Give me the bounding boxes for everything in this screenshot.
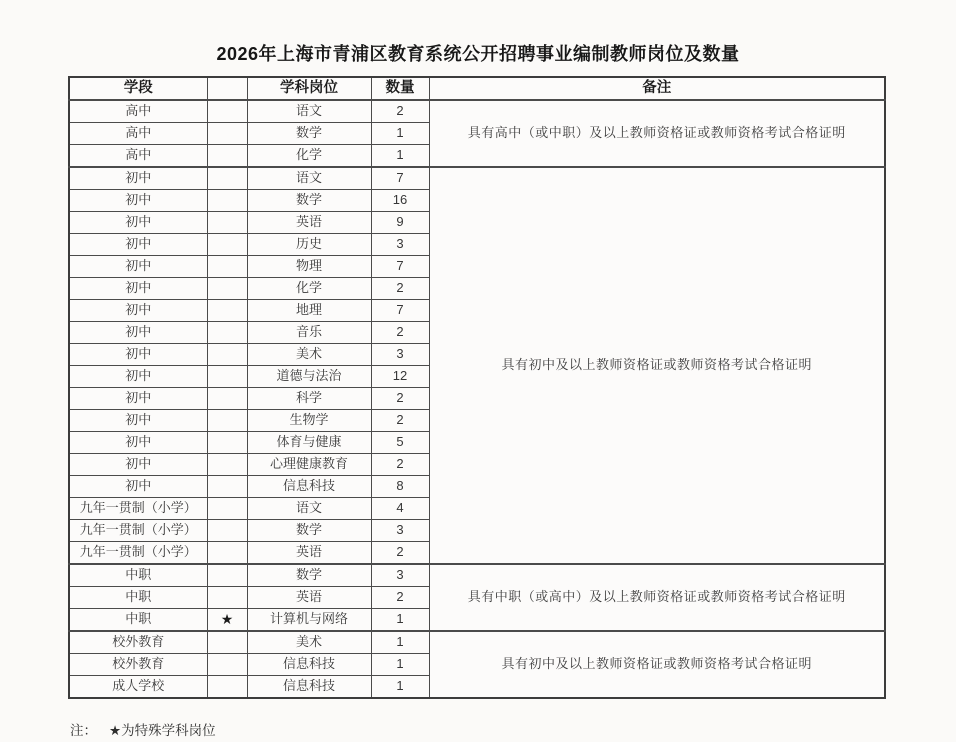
count-cell: 1 (371, 654, 429, 676)
stage-cell: 成人学校 (69, 676, 207, 699)
count-cell: 7 (371, 300, 429, 322)
header-stage: 学段 (69, 77, 207, 100)
star-cell (207, 212, 247, 234)
count-cell: 5 (371, 432, 429, 454)
header-count: 数量 (371, 77, 429, 100)
count-cell: 2 (371, 542, 429, 565)
star-cell (207, 410, 247, 432)
star-cell: ★ (207, 609, 247, 632)
stage-cell: 初中 (69, 212, 207, 234)
star-cell (207, 190, 247, 212)
stage-cell: 初中 (69, 432, 207, 454)
stage-cell: 初中 (69, 388, 207, 410)
stage-cell: 高中 (69, 123, 207, 145)
count-cell: 2 (371, 388, 429, 410)
subject-cell: 道德与法治 (247, 366, 371, 388)
subject-cell: 数学 (247, 123, 371, 145)
count-cell: 2 (371, 454, 429, 476)
remark-cell: 具有高中（或中职）及以上教师资格证或教师资格考试合格证明 (429, 100, 885, 167)
star-cell (207, 454, 247, 476)
subject-cell: 美术 (247, 631, 371, 654)
subject-cell: 化学 (247, 278, 371, 300)
stage-cell: 初中 (69, 454, 207, 476)
table-body (69, 100, 885, 698)
page-title: 2026年上海市青浦区教育系统公开招聘事业编制教师岗位及数量 (216, 44, 740, 64)
stage-cell: 校外教育 (69, 654, 207, 676)
subject-cell: 化学 (247, 145, 371, 168)
count-cell: 7 (371, 167, 429, 190)
star-cell (207, 167, 247, 190)
subject-cell: 英语 (247, 587, 371, 609)
subject-cell: 体育与健康 (247, 432, 371, 454)
stage-cell: 九年一贯制（小学） (69, 520, 207, 542)
table-row (69, 100, 885, 123)
count-cell: 4 (371, 498, 429, 520)
table-row (69, 564, 885, 587)
stage-cell: 初中 (69, 366, 207, 388)
stage-cell: 校外教育 (69, 631, 207, 654)
subject-cell: 历史 (247, 234, 371, 256)
count-cell: 7 (371, 256, 429, 278)
count-cell: 12 (371, 366, 429, 388)
subject-cell: 计算机与网络 (247, 609, 371, 632)
subject-cell: 英语 (247, 542, 371, 565)
star-cell (207, 520, 247, 542)
footnote (70, 719, 956, 739)
stage-cell: 中职 (69, 564, 207, 587)
subject-cell: 语文 (247, 100, 371, 123)
star-cell (207, 322, 247, 344)
count-cell: 2 (371, 410, 429, 432)
subject-cell: 数学 (247, 564, 371, 587)
count-cell: 1 (371, 676, 429, 699)
subject-cell: 地理 (247, 300, 371, 322)
header-star (207, 77, 247, 100)
count-cell: 3 (371, 234, 429, 256)
subject-cell: 数学 (247, 520, 371, 542)
table-row (69, 167, 885, 190)
header-remark: 备注 (429, 77, 885, 100)
subject-cell: 物理 (247, 256, 371, 278)
count-cell: 3 (371, 564, 429, 587)
count-cell: 2 (371, 587, 429, 609)
stage-cell: 初中 (69, 300, 207, 322)
star-cell (207, 100, 247, 123)
footnote-text: ★为特殊学科岗位 (109, 723, 216, 738)
header-subject: 学科岗位 (247, 77, 371, 100)
stage-cell: 初中 (69, 322, 207, 344)
star-cell (207, 498, 247, 520)
subject-cell: 科学 (247, 388, 371, 410)
stage-cell: 中职 (69, 609, 207, 632)
count-cell: 1 (371, 145, 429, 168)
subject-cell: 生物学 (247, 410, 371, 432)
count-cell: 3 (371, 344, 429, 366)
header-row (69, 77, 885, 100)
footnote-label: 注： (70, 723, 97, 738)
stage-cell: 初中 (69, 410, 207, 432)
star-cell (207, 344, 247, 366)
star-cell (207, 366, 247, 388)
stage-cell: 初中 (69, 190, 207, 212)
remark-cell: 具有中职（或高中）及以上教师资格证或教师资格考试合格证明 (429, 564, 885, 631)
count-cell: 1 (371, 631, 429, 654)
count-cell: 16 (371, 190, 429, 212)
stage-cell: 九年一贯制（小学） (69, 498, 207, 520)
star-cell (207, 256, 247, 278)
subject-cell: 心理健康教育 (247, 454, 371, 476)
star-cell (207, 278, 247, 300)
stage-cell: 高中 (69, 100, 207, 123)
table-row (69, 631, 885, 654)
count-cell: 9 (371, 212, 429, 234)
star-cell (207, 676, 247, 699)
stage-cell: 初中 (69, 234, 207, 256)
subject-cell: 数学 (247, 190, 371, 212)
star-cell (207, 542, 247, 565)
subject-cell: 语文 (247, 498, 371, 520)
count-cell: 2 (371, 100, 429, 123)
star-cell (207, 432, 247, 454)
positions-table (68, 76, 886, 699)
count-cell: 8 (371, 476, 429, 498)
stage-cell: 初中 (69, 278, 207, 300)
count-cell: 1 (371, 609, 429, 632)
stage-cell: 初中 (69, 167, 207, 190)
stage-cell: 高中 (69, 145, 207, 168)
star-cell (207, 631, 247, 654)
stage-cell: 初中 (69, 344, 207, 366)
star-cell (207, 388, 247, 410)
subject-cell: 美术 (247, 344, 371, 366)
subject-cell: 信息科技 (247, 654, 371, 676)
star-cell (207, 234, 247, 256)
star-cell (207, 564, 247, 587)
star-cell (207, 123, 247, 145)
subject-cell: 信息科技 (247, 676, 371, 699)
remark-cell: 具有初中及以上教师资格证或教师资格考试合格证明 (429, 167, 885, 564)
remark-cell: 具有初中及以上教师资格证或教师资格考试合格证明 (429, 631, 885, 698)
star-cell (207, 145, 247, 168)
count-cell: 1 (371, 123, 429, 145)
subject-cell: 音乐 (247, 322, 371, 344)
subject-cell: 语文 (247, 167, 371, 190)
stage-cell: 中职 (69, 587, 207, 609)
star-cell (207, 587, 247, 609)
subject-cell: 英语 (247, 212, 371, 234)
subject-cell: 信息科技 (247, 476, 371, 498)
stage-cell: 初中 (69, 476, 207, 498)
stage-cell: 九年一贯制（小学） (69, 542, 207, 565)
star-cell (207, 300, 247, 322)
count-cell: 2 (371, 322, 429, 344)
star-cell (207, 476, 247, 498)
stage-cell: 初中 (69, 256, 207, 278)
count-cell: 3 (371, 520, 429, 542)
count-cell: 2 (371, 278, 429, 300)
star-cell (207, 654, 247, 676)
